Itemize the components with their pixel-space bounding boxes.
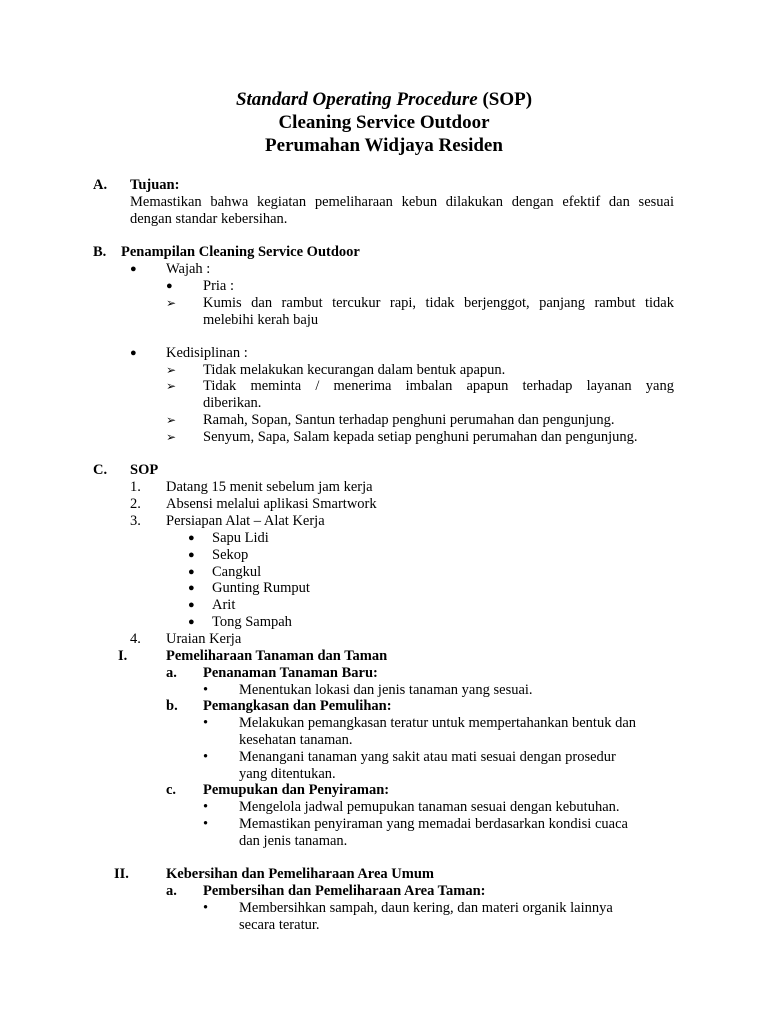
step-text: Absensi melalui aplikasi Smartwork bbox=[166, 496, 377, 512]
sub-letter: a. bbox=[166, 665, 177, 681]
tool-item: Arit bbox=[212, 597, 236, 613]
small-bullet-icon: • bbox=[203, 749, 209, 765]
bullet-icon: ● bbox=[188, 582, 195, 594]
bullet-icon: ● bbox=[188, 566, 195, 578]
task-item: Melakukan pemangkasan teratur untuk mempertahankan bentuk dan bbox=[239, 715, 637, 731]
title-line-2: Cleaning Service Outdoor bbox=[278, 112, 490, 133]
disiplin-item-continuation: diberikan. bbox=[203, 395, 262, 411]
section-c-heading: SOP bbox=[130, 462, 159, 478]
pria-item-line-1: Kumis dan rambut tercukur rapi, tidak berjenggot, panjang rambut tidak bbox=[203, 295, 674, 311]
sub-letter: b. bbox=[166, 698, 178, 714]
step-text: Uraian Kerja bbox=[166, 631, 242, 647]
uraian-heading: Pemeliharaan Tanaman dan Taman bbox=[166, 648, 388, 664]
task-item-continuation: yang ditentukan. bbox=[239, 766, 336, 782]
step-text: Datang 15 menit sebelum jam kerja bbox=[166, 479, 373, 495]
task-item: Mengelola jadwal pemupukan tanaman sesuai dengan kebutuhan. bbox=[239, 799, 620, 815]
disiplin-item: Tidak meminta / menerima imbalan apapun terhadap layanan yang bbox=[203, 378, 674, 394]
arrow-bullet-icon: ➢ bbox=[166, 296, 177, 310]
section-a-body-line-2: dengan standar kebersihan. bbox=[130, 211, 288, 227]
sub-heading: Pemangkasan dan Pemulihan: bbox=[203, 698, 392, 714]
arrow-bullet-icon: ➢ bbox=[166, 379, 177, 393]
arrow-bullet-icon: ➢ bbox=[166, 413, 177, 427]
tool-item: Cangkul bbox=[212, 564, 262, 580]
small-bullet-icon: • bbox=[203, 682, 209, 698]
step-number: 4. bbox=[130, 631, 141, 647]
task-item: Menangani tanaman yang sakit atau mati sesuai dengan prosedur bbox=[239, 749, 616, 765]
bullet-icon: ● bbox=[188, 616, 195, 628]
bullet-icon: ● bbox=[166, 280, 173, 292]
wajah-label: Wajah : bbox=[166, 261, 211, 277]
tool-item: Gunting Rumput bbox=[212, 580, 310, 596]
arrow-bullet-icon: ➢ bbox=[166, 430, 177, 444]
section-a-letter: A. bbox=[93, 177, 108, 193]
title-italic: Standard Operating Procedure bbox=[235, 89, 478, 110]
section-a-body-line-1: Memastikan bahwa kegiatan pemeliharaan kebun dilakukan dengan efektif dan sesuai bbox=[130, 194, 674, 210]
section-b-heading: Penampilan Cleaning Service Outdoor bbox=[121, 244, 360, 260]
bullet-icon: ● bbox=[188, 549, 195, 561]
disiplin-item: Tidak melakukan kecurangan dalam bentuk apapun. bbox=[203, 362, 506, 378]
section-c-letter: C. bbox=[93, 462, 108, 478]
tool-item: Sapu Lidi bbox=[212, 530, 269, 546]
tool-item: Sekop bbox=[212, 547, 249, 563]
sub-letter: a. bbox=[166, 883, 177, 899]
bullet-icon: ● bbox=[130, 347, 137, 359]
sub-heading: Pembersihan dan Pemeliharaan Area Taman: bbox=[203, 883, 486, 899]
task-item: Menentukan lokasi dan jenis tanaman yang sesuai. bbox=[239, 682, 533, 698]
uraian-numeral: I. bbox=[118, 648, 128, 664]
tool-item: Tong Sampah bbox=[212, 614, 292, 630]
section-b-letter: B. bbox=[93, 244, 107, 260]
pria-label: Pria : bbox=[203, 278, 235, 294]
bullet-icon: ● bbox=[188, 532, 195, 544]
sub-heading: Penanaman Tanaman Baru: bbox=[203, 665, 378, 681]
pria-item-line-2: melebihi kerah baju bbox=[203, 312, 319, 328]
task-item: Memastikan penyiraman yang memadai berdasarkan kondisi cuaca bbox=[239, 816, 628, 832]
task-item-continuation: secara teratur. bbox=[239, 917, 320, 933]
title-sop: (SOP) bbox=[477, 89, 533, 110]
step-text: Persiapan Alat – Alat Kerja bbox=[166, 513, 325, 529]
title-line-3: Perumahan Widjaya Residen bbox=[265, 135, 503, 156]
arrow-bullet-icon: ➢ bbox=[166, 363, 177, 377]
uraian-heading: Kebersihan dan Pemeliharaan Area Umum bbox=[166, 866, 434, 882]
step-number: 1. bbox=[130, 479, 141, 495]
title-line-1 bbox=[0, 88, 768, 111]
bullet-icon: ● bbox=[130, 263, 137, 275]
sub-heading: Pemupukan dan Penyiraman: bbox=[203, 782, 390, 798]
small-bullet-icon: • bbox=[203, 715, 209, 731]
sub-letter: c. bbox=[166, 782, 177, 798]
small-bullet-icon: • bbox=[203, 900, 209, 916]
task-item-continuation: dan jenis tanaman. bbox=[239, 833, 348, 849]
small-bullet-icon: • bbox=[203, 816, 209, 832]
step-number: 3. bbox=[130, 513, 141, 529]
uraian-numeral: II. bbox=[114, 866, 129, 882]
task-item-continuation: kesehatan tanaman. bbox=[239, 732, 353, 748]
kedisiplinan-label: Kedisiplinan : bbox=[166, 345, 248, 361]
disiplin-item: Ramah, Sopan, Santun terhadap penghuni perumahan dan pengunjung. bbox=[203, 412, 615, 428]
step-number: 2. bbox=[130, 496, 141, 512]
section-a-heading: Tujuan: bbox=[130, 177, 180, 193]
task-item: Membersihkan sampah, daun kering, dan materi organik lainnya bbox=[239, 900, 613, 916]
bullet-icon: ● bbox=[188, 599, 195, 611]
small-bullet-icon: • bbox=[203, 799, 209, 815]
disiplin-item: Senyum, Sapa, Salam kepada setiap penghuni perumahan dan pengunjung. bbox=[203, 429, 638, 445]
